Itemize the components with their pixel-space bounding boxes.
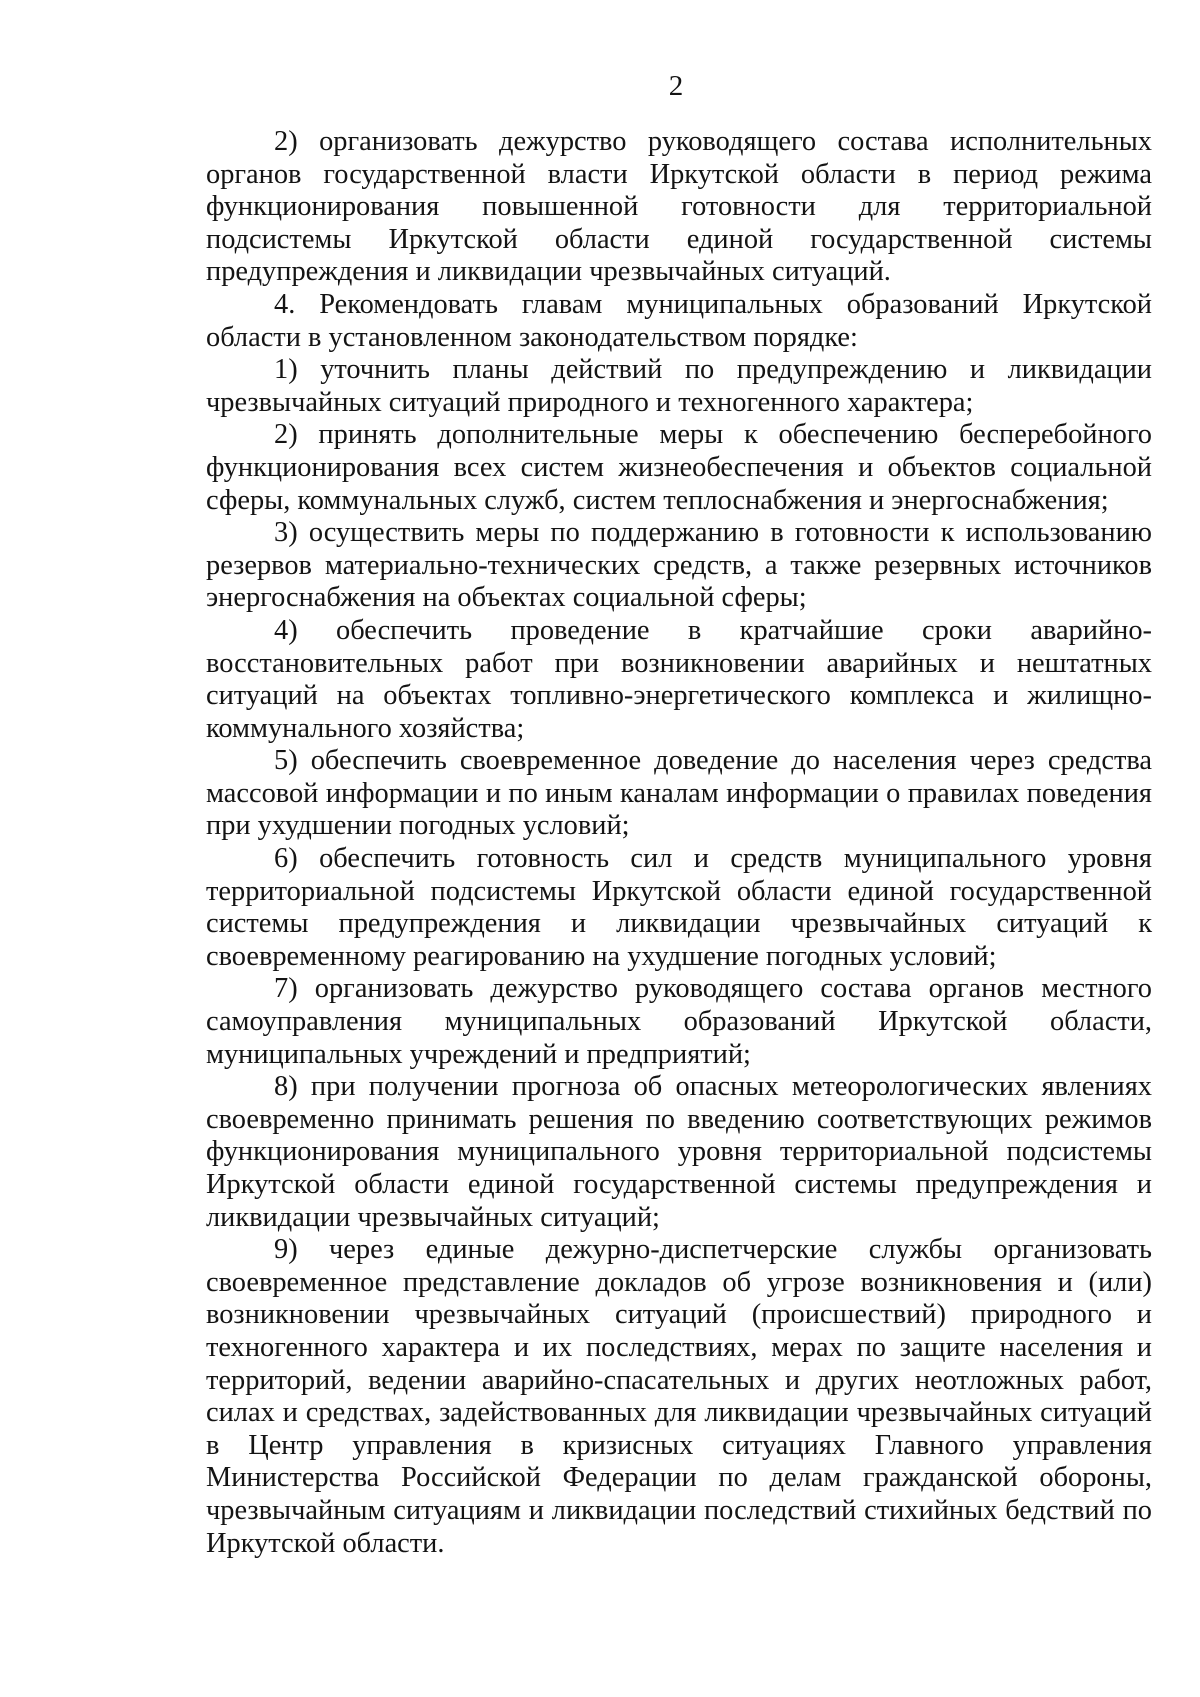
paragraph-item-3-reserves: 3) осуществить меры по поддержанию в готовности к использованию резервов материально-технических средств, а также резервных источников энергоснабжения на объектах социальной сферы; bbox=[206, 517, 1152, 614]
paragraph-item-2-duty: 2) организовать дежурство руководящего состава исполнительных органов государственной власти Иркутской области в период режима функционирования повышенной готовности для территориальной подсистемы Иркутской области единой государственной системы предупреждения и ликвидации чрезвычайных ситуаций. bbox=[206, 126, 1152, 288]
paragraph-item-7-duty: 7) организовать дежурство руководящего состава органов местного самоуправления муниципальных образований Иркутской области, муниципальных учреждений и предприятий; bbox=[206, 973, 1152, 1070]
document-body bbox=[206, 126, 1152, 1560]
paragraph-item-5-informing: 5) обеспечить своевременное доведение до населения через средства массовой информации и по иным каналам информации о правилах поведения при ухудшении погодных условий; bbox=[206, 745, 1152, 842]
paragraph-item-6-readiness: 6) обеспечить готовность сил и средств муниципального уровня территориальной подсистемы Иркутской области единой государственной системы предупреждения и ликвидации чрезвычайных ситуаций к своевременному реагированию на ухудшение погодных условий; bbox=[206, 843, 1152, 972]
paragraph-item-1-plans: 1) уточнить планы действий по предупреждению и ликвидации чрезвычайных ситуаций природного и техногенного характера; bbox=[206, 354, 1152, 418]
paragraph-item-2-measures: 2) принять дополнительные меры к обеспечению бесперебойного функционирования всех систем жизнеобеспечения и объектов социальной сферы, коммунальных служб, систем теплоснабжения и энергоснабжения; bbox=[206, 419, 1152, 516]
paragraph-section-4: 4. Рекомендовать главам муниципальных образований Иркутской области в установленном законодательством порядке: bbox=[206, 288, 1152, 353]
paragraph-item-9-reports: 9) через единые дежурно-диспетчерские службы организовать своевременное представление докладов об угрозе возникновения и (или) возникновении чрезвычайных ситуаций (происшествий) природного и техногенного характера и их последствиях, мерах по защите населения и территорий, ведении аварийно-спасательных и других неотложных работ, силах и средствах, задействованных для ликвидации чрезвычайных ситуаций в Центр управления в кризисных ситуациях Главного управления Министерства Российской Федерации по делам гражданской обороны, чрезвычайным ситуациям и ликвидации последствий стихийных бедствий по Иркутской области. bbox=[206, 1234, 1152, 1559]
paragraph-item-8-forecast: 8) при получении прогноза об опасных метеорологических явлениях своевременно принимать решения по введению соответствующих режимов функционирования муниципального уровня территориальной подсистемы Иркутской области единой государственной системы предупреждения и ликвидации чрезвычайных ситуаций; bbox=[206, 1071, 1152, 1233]
paragraph-item-4-repairs: 4) обеспечить проведение в кратчайшие сроки аварийно-восстановительных работ при возникновении аварийных и нештатных ситуаций на объектах топливно-энергетического комплекса и жилищно-коммунального хозяйства; bbox=[206, 614, 1152, 744]
page-number: 2 bbox=[668, 70, 684, 102]
